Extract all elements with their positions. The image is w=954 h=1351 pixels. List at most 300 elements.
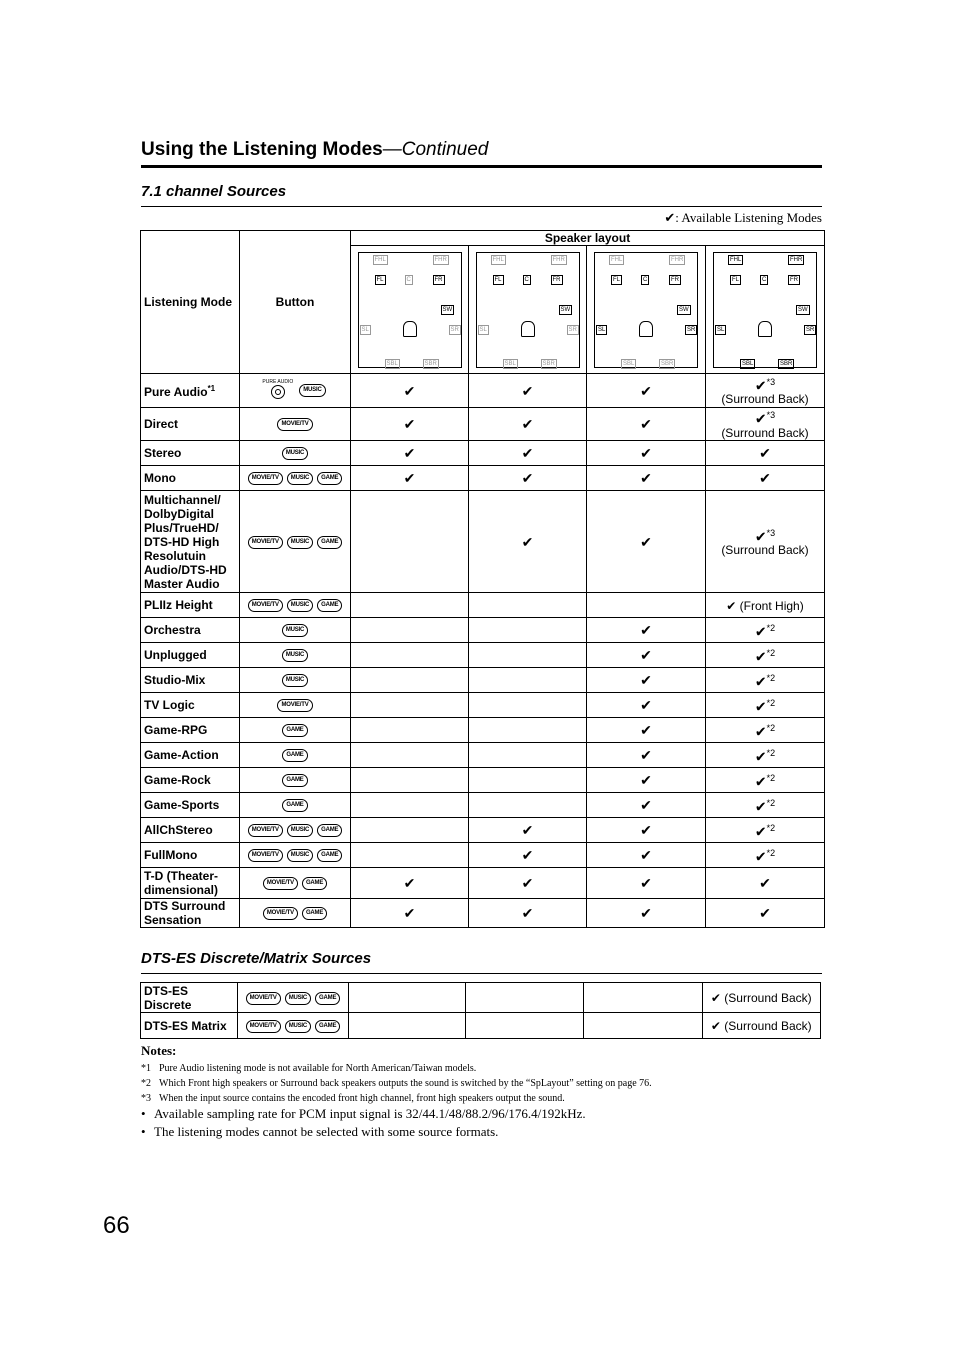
check-icon: ✔: [640, 772, 652, 788]
speaker-sr: SR: [806, 326, 815, 333]
check-icon: ✔: [640, 697, 652, 713]
movie-tv-button-icon: MOVIE/TV: [277, 699, 312, 712]
mode-name: [141, 768, 240, 793]
mode-buttons: [240, 768, 351, 793]
note-item: [141, 1093, 652, 1104]
mode-buttons: [240, 868, 351, 899]
table-row: [141, 618, 825, 643]
movie-tv-button-icon: MOVIE/TV: [248, 472, 283, 485]
mode-label: Direct: [144, 417, 179, 431]
availability-c1: [351, 618, 469, 643]
mode-label: AllChStereo: [144, 823, 213, 837]
check-icon: ✔: [640, 847, 652, 863]
availability-c2: [469, 643, 587, 668]
mode-label: PLIIz Height: [144, 598, 213, 612]
notes-list: [141, 1063, 652, 1104]
section-title-dts: DTS-ES Discrete/Matrix Sources: [141, 950, 372, 967]
speaker-fhl: FHL: [374, 256, 386, 263]
speaker-fhl: FHL: [611, 256, 623, 263]
availability-c3: [587, 374, 706, 408]
bullet-text: Available sampling rate for PCM input signal is 32/44.1/48/88.2/96/176.4/192kHz.: [154, 1106, 586, 1121]
check-icon: ✔: [754, 673, 767, 690]
availability-note: (Surround Back): [721, 425, 809, 440]
speaker-layout-cell: [351, 246, 469, 374]
availability-c2: [469, 491, 587, 593]
availability-c4: [706, 693, 825, 718]
check-icon: ✔: [403, 445, 416, 461]
music-button-icon: MUSIC: [285, 992, 311, 1005]
footnote-mark: *2: [766, 673, 776, 684]
col-header-mode: Listening Mode: [141, 231, 240, 374]
game-button-icon: GAME: [282, 749, 307, 762]
mode-buttons: [240, 899, 351, 928]
check-icon: ✔: [754, 623, 767, 640]
table-header-row: [141, 231, 825, 246]
availability-c1: [351, 466, 469, 491]
movie-tv-button-icon: MOVIE/TV: [248, 849, 283, 862]
availability-c3: [587, 593, 706, 618]
footnote-mark: *2: [766, 848, 776, 859]
mode-label: Stereo: [144, 446, 182, 460]
speaker-sbr: SBR: [424, 360, 437, 367]
mode-label: FullMono: [144, 848, 198, 862]
music-button-icon: MUSIC: [282, 649, 308, 662]
availability-c3: [587, 408, 706, 441]
note-bullet: [141, 1106, 652, 1122]
game-button-icon: GAME: [302, 877, 327, 890]
pure-audio-knob-icon: [271, 385, 285, 399]
mode-buttons: [240, 718, 351, 743]
mode-name: [141, 441, 240, 466]
speaker-layout-diagram: [476, 252, 580, 368]
footnote-mark: *2: [766, 823, 776, 834]
availability-c1: [351, 818, 469, 843]
check-icon: ✔: [640, 722, 652, 738]
check-icon: ✔: [521, 382, 534, 399]
speaker-fr: FR: [552, 276, 561, 283]
availability-c2: [469, 868, 587, 899]
availability-c1: [348, 983, 465, 1013]
availability-c4: [706, 899, 825, 928]
availability-c4: [706, 718, 825, 743]
mode-label: Game-Action: [144, 748, 219, 762]
availability-c1: [351, 408, 469, 441]
mode-label: Mono: [144, 471, 176, 485]
check-icon: ✔: [521, 847, 534, 863]
speaker-fhr: FHR: [790, 256, 803, 263]
title-rule: [141, 165, 822, 168]
availability-c4: [702, 1013, 820, 1039]
col-header-button: Button: [240, 231, 351, 374]
note-bullet: [141, 1124, 652, 1140]
availability-c1: [351, 643, 469, 668]
footnote-mark: *2: [766, 623, 776, 634]
availability-c4: [706, 374, 825, 408]
check-icon: ✔: [640, 533, 652, 550]
mode-buttons: [240, 818, 351, 843]
availability-c1: [351, 668, 469, 693]
check-icon: ✔: [759, 445, 771, 461]
footnote-mark: *2: [766, 773, 776, 784]
note-mark: *1: [141, 1063, 151, 1074]
music-button-icon: MUSIC: [282, 674, 308, 687]
footnote-mark: *2: [766, 748, 776, 759]
speaker-sl: SL: [479, 326, 487, 333]
mode-label: Pure Audio: [144, 385, 208, 399]
check-icon: ✔: [759, 875, 771, 891]
game-button-icon: GAME: [302, 907, 327, 920]
mode-buttons: [240, 374, 351, 408]
availability-c1: [351, 768, 469, 793]
game-button-icon: GAME: [282, 774, 307, 787]
mode-name: [141, 668, 240, 693]
speaker-fl: FL: [613, 276, 621, 283]
mode-buttons: [240, 618, 351, 643]
speaker-sr: SR: [687, 326, 696, 333]
speaker-c: C: [406, 276, 411, 283]
check-icon: ✔: [754, 748, 767, 765]
availability-c4: [706, 668, 825, 693]
check-icon: ✔: [521, 822, 534, 838]
bullet-icon: •: [141, 1124, 146, 1139]
speaker-sbr: SBR: [542, 360, 555, 367]
availability-c4: [706, 843, 825, 868]
check-icon: ✔: [754, 773, 767, 790]
mode-name: [141, 374, 240, 408]
availability-c2: [469, 818, 587, 843]
mode-name: [141, 466, 240, 491]
availability-c2: [469, 408, 587, 441]
speaker-layout-diagram: [594, 252, 698, 368]
availability-c2: [469, 843, 587, 868]
availability-c4: [706, 593, 825, 618]
availability-c2: [469, 743, 587, 768]
mode-name: [141, 693, 240, 718]
availability-c4: [706, 768, 825, 793]
bullet-text: The listening modes cannot be selected with some source formats.: [154, 1124, 499, 1139]
mode-label: Game-Sports: [144, 798, 220, 812]
mode-label: DTS Surround Sensation: [144, 899, 226, 927]
speaker-fl: FL: [732, 276, 740, 283]
availability-c4: [706, 743, 825, 768]
check-icon: ✔: [754, 648, 767, 665]
mode-label: Orchestra: [144, 623, 201, 637]
legend-text: : Available Listening Modes: [675, 210, 822, 225]
mode-buttons: [240, 693, 351, 718]
availability-c1: [351, 693, 469, 718]
availability-c3: [587, 718, 706, 743]
music-button-icon: MUSIC: [282, 624, 308, 637]
game-button-icon: GAME: [317, 849, 342, 862]
mode-label: Game-Rock: [144, 773, 211, 787]
availability-c4: [706, 793, 825, 818]
game-button-icon: GAME: [315, 992, 340, 1005]
availability-c1: [351, 793, 469, 818]
check-icon: ✔: [754, 798, 767, 815]
music-button-icon: MUSIC: [287, 824, 313, 837]
speaker-fhr: FHR: [434, 256, 447, 263]
check-icon: ✔: [521, 905, 534, 921]
availability-c1: [351, 868, 469, 899]
mode-name: [141, 743, 240, 768]
availability-c3: [587, 693, 706, 718]
table-row: [141, 743, 825, 768]
speaker-sbl: SBL: [386, 360, 398, 367]
check-icon: ✔: [754, 528, 767, 545]
movie-tv-button-icon: MOVIE/TV: [246, 1020, 281, 1033]
speaker-fl: FL: [494, 276, 502, 283]
availability-c3: [587, 466, 706, 491]
check-icon: ✔: [640, 416, 652, 432]
availability-c4: [706, 643, 825, 668]
mode-buttons: [240, 408, 351, 441]
speaker-layout-cell: [587, 246, 706, 374]
speaker-sl: SL: [717, 326, 725, 333]
footnote-mark: *3: [766, 376, 776, 387]
game-button-icon: GAME: [282, 799, 307, 812]
availability-c2: [469, 593, 587, 618]
table-row: [141, 374, 825, 408]
listener-icon: [639, 321, 653, 337]
availability-c3: [584, 1013, 702, 1039]
speaker-sw: SW: [679, 306, 689, 313]
mode-buttons: [240, 441, 351, 466]
availability-c4: [706, 408, 825, 441]
availability-c3: [587, 618, 706, 643]
check-icon: ✔: [640, 622, 652, 638]
music-button-icon: MUSIC: [287, 472, 313, 485]
speaker-sw: SW: [560, 306, 571, 313]
pure-audio-label: PURE AUDIO: [262, 379, 294, 385]
mode-buttons: [240, 466, 351, 491]
table-row: [141, 718, 825, 743]
availability-c4: [702, 983, 820, 1013]
mode-name: [141, 491, 240, 593]
note-mark: *3: [141, 1093, 151, 1104]
movie-tv-button-icon: MOVIE/TV: [248, 536, 283, 549]
movie-tv-button-icon: MOVIE/TV: [248, 824, 283, 837]
table-row: [141, 868, 825, 899]
speaker-sbr: SBR: [661, 360, 674, 367]
speaker-sl: SL: [598, 326, 606, 333]
availability-c2: [469, 899, 587, 928]
speaker-fr: FR: [434, 276, 443, 283]
mode-buttons: [240, 643, 351, 668]
mode-buttons: [240, 793, 351, 818]
game-button-icon: GAME: [317, 536, 342, 549]
footnote-mark: *3: [766, 410, 776, 421]
availability-c4: [706, 466, 825, 491]
check-icon: ✔: [403, 905, 416, 921]
check-icon: ✔: [403, 875, 416, 891]
movie-tv-button-icon: MOVIE/TV: [246, 992, 281, 1005]
game-button-icon: GAME: [317, 599, 342, 612]
availability-c1: [348, 1013, 465, 1039]
table-row: [141, 843, 825, 868]
table-row: [141, 491, 825, 593]
table-row: [141, 441, 825, 466]
speaker-layout-diagram: [358, 252, 462, 368]
availability-c3: [587, 818, 706, 843]
table-row: [141, 668, 825, 693]
mode-name: [141, 408, 240, 441]
availability-note: (Surround Back): [721, 392, 809, 407]
footnote-mark: *3: [766, 527, 776, 538]
listening-mode-table-body: [141, 231, 825, 928]
note-text: Which Front high speakers or Surround back speakers outputs the sound is switched by the “SpLayout” setting on page 76.: [159, 1078, 652, 1089]
mode-label: Studio-Mix: [144, 673, 206, 687]
table-row: [141, 983, 821, 1013]
speaker-sbl: SBL: [742, 360, 754, 367]
availability-c3: [587, 868, 706, 899]
mode-label: DTS-ES Discrete: [144, 983, 192, 1012]
game-button-icon: GAME: [317, 472, 342, 485]
dts-es-table: [140, 982, 821, 1039]
page-title-continued: —Continued: [382, 139, 489, 160]
mode-label: TV Logic: [144, 698, 195, 712]
availability-c1: [351, 491, 469, 593]
speaker-c: C: [524, 276, 529, 283]
page-title-main: Using the Listening Modes: [141, 139, 383, 160]
check-icon: ✔: [403, 416, 416, 432]
music-button-icon: MUSIC: [299, 384, 325, 397]
table-row: [141, 593, 825, 618]
availability-c4: [706, 868, 825, 899]
mode-buttons: [240, 743, 351, 768]
note-item: [141, 1078, 652, 1089]
speaker-fhr: FHR: [552, 256, 565, 263]
availability-c2: [469, 668, 587, 693]
music-button-icon: MUSIC: [285, 1020, 311, 1033]
check-icon: ✔ (Front High): [726, 598, 804, 613]
check-icon: ✔: [759, 905, 771, 921]
table-row: [141, 408, 825, 441]
check-icon: ✔: [640, 382, 652, 399]
table-row: [141, 899, 825, 928]
speaker-c: C: [643, 276, 648, 283]
check-icon: ✔: [521, 416, 534, 432]
availability-c2: [465, 983, 583, 1013]
page-number: 66: [103, 1212, 130, 1239]
mode-name: [141, 983, 238, 1013]
availability-note: (Surround Back): [721, 543, 809, 558]
mode-label: Unplugged: [144, 648, 207, 662]
mode-name: [141, 843, 240, 868]
music-button-icon: MUSIC: [282, 447, 308, 460]
speaker-layout-cell: [469, 246, 587, 374]
table-row: [141, 1013, 821, 1039]
footnote-mark: *2: [766, 798, 776, 809]
check-icon: ✔: [640, 822, 652, 838]
check-icon: ✔: [754, 848, 767, 865]
check-icon: ✔: [403, 470, 416, 486]
availability-c1: [351, 743, 469, 768]
col-header-layout: Speaker layout: [351, 231, 825, 246]
mode-name: [141, 643, 240, 668]
table-row: [141, 818, 825, 843]
availability-c2: [469, 693, 587, 718]
movie-tv-button-icon: MOVIE/TV: [248, 599, 283, 612]
availability-c3: [587, 768, 706, 793]
availability-c1: [351, 441, 469, 466]
legend: [664, 210, 822, 226]
availability-c3: [587, 743, 706, 768]
availability-c2: [469, 768, 587, 793]
speaker-c: C: [762, 276, 767, 283]
check-icon: ✔: [521, 533, 534, 550]
section-rule-dts: [141, 973, 822, 974]
mode-name: [141, 868, 240, 899]
legend-check-icon: ✔: [664, 210, 676, 225]
availability-c2: [469, 466, 587, 491]
movie-tv-button-icon: MOVIE/TV: [263, 877, 298, 890]
availability-c1: [351, 718, 469, 743]
mode-buttons: [240, 668, 351, 693]
check-icon: ✔: [521, 875, 534, 891]
speaker-sw: SW: [442, 306, 453, 313]
mode-buttons: [240, 491, 351, 593]
speaker-fhr: FHR: [671, 256, 684, 263]
mode-label: Game-RPG: [144, 723, 208, 737]
check-icon: ✔: [754, 823, 767, 840]
mode-label: T-D (Theater- dimensional): [144, 869, 219, 897]
listener-icon: [758, 321, 772, 337]
check-icon: ✔ (Surround Back): [710, 1019, 812, 1033]
table-row: [141, 793, 825, 818]
check-icon: ✔: [640, 445, 652, 461]
pure-audio-button: [262, 379, 293, 402]
notes-header: Notes:: [141, 1043, 177, 1058]
mode-buttons: [240, 843, 351, 868]
availability-c2: [465, 1013, 583, 1039]
check-icon: ✔: [640, 875, 652, 891]
mode-buttons: [240, 593, 351, 618]
availability-c4: [706, 491, 825, 593]
speaker-layout-cell: [706, 246, 825, 374]
check-icon: ✔: [640, 672, 652, 688]
footnote-mark: *2: [766, 648, 776, 659]
page-title: [141, 139, 488, 161]
speaker-fr: FR: [790, 276, 798, 283]
table-row: [141, 693, 825, 718]
speaker-fhl: FHL: [492, 256, 504, 263]
speaker-sr: SR: [568, 326, 577, 333]
availability-c4: [706, 818, 825, 843]
speaker-sw: SW: [798, 306, 808, 313]
game-button-icon: GAME: [282, 724, 307, 737]
availability-c1: [351, 593, 469, 618]
game-button-icon: GAME: [317, 824, 342, 837]
speaker-sr: SR: [450, 326, 459, 333]
movie-tv-button-icon: MOVIE/TV: [277, 418, 312, 431]
availability-c3: [587, 668, 706, 693]
mode-name: [141, 593, 240, 618]
availability-c1: [351, 843, 469, 868]
notes-bullets: [141, 1106, 652, 1140]
table-row: [141, 466, 825, 491]
availability-c1: [351, 899, 469, 928]
note-text: Pure Audio listening mode is not available for North American/Taiwan models.: [159, 1063, 477, 1074]
check-icon: ✔: [403, 382, 416, 399]
check-icon: ✔: [640, 647, 652, 663]
mode-name: [141, 818, 240, 843]
availability-c3: [587, 491, 706, 593]
mode-buttons: [238, 1013, 348, 1039]
mode-name: [141, 899, 240, 928]
game-button-icon: GAME: [315, 1020, 340, 1033]
availability-c3: [587, 441, 706, 466]
check-icon: ✔: [759, 470, 771, 486]
